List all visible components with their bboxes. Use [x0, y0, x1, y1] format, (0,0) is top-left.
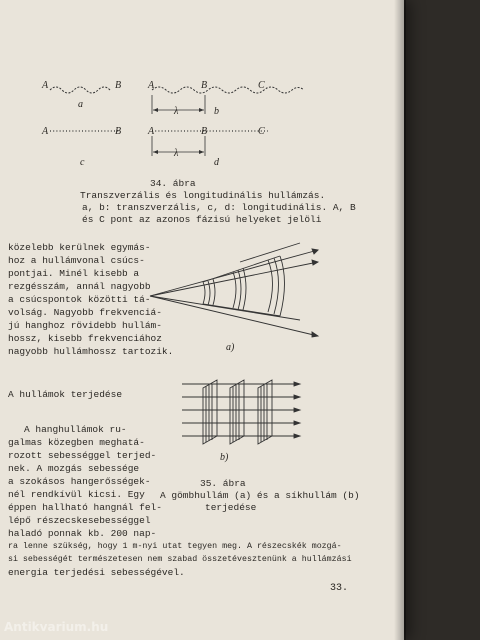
- label-b-point-3: B: [115, 126, 122, 137]
- label-lambda-d: λ: [174, 148, 179, 159]
- label-b-point: B: [115, 80, 122, 91]
- text-line: a szokásos hangerősségek-: [8, 476, 151, 487]
- figure-34-letter-labels: [41, 80, 265, 168]
- text-line: energia terjedési sebességével.: [8, 567, 185, 578]
- text-line: ra lenne szükség, hogy 1 m-nyi utat tegyen meg. A részecskék mozgá-: [8, 542, 342, 551]
- figure-34-caption-title: 34. ábra: [150, 178, 196, 189]
- label-a-point-4: A: [148, 126, 155, 137]
- label-c-point-4: C: [258, 126, 265, 137]
- figure-34-a-wave: [50, 87, 110, 93]
- text-line: a csúcspontok közötti tá-: [8, 294, 151, 305]
- figure-35-a-label: a): [226, 342, 235, 353]
- label-b-sub: b: [214, 106, 219, 117]
- label-a-point-3: A: [42, 126, 49, 137]
- text-line: galmas közegben meghatá-: [8, 437, 145, 448]
- figure-34-d-wave: [152, 131, 268, 156]
- label-b-point-4: B: [201, 126, 208, 137]
- text-line: nek. A mozgás sebessége: [8, 463, 140, 474]
- figure-35-a-spherical-wave: [150, 243, 318, 337]
- figure-35-b-plane-wave: [182, 380, 300, 444]
- text-line: A hanghullámok ru-: [24, 424, 127, 435]
- text-line: si sebességét természetesen nem szabad összetévesztenünk a hullámzási: [8, 555, 352, 564]
- label-c-sub: c: [80, 157, 85, 168]
- text-line: jú hanghoz rövidebb hullám-: [8, 320, 162, 331]
- label-a-point: A: [42, 80, 49, 91]
- page-number: 33.: [330, 583, 349, 594]
- figure-34-caption-line-3: és C pont az azonos fázisú helyeket jelöli: [82, 214, 322, 225]
- label-a-point-2: A: [148, 80, 155, 91]
- text-line: lépő részecskesebességgel: [8, 515, 151, 526]
- figure-34-caption-line-2: a, b: transzverzális, c, d: longitudinális. A, B: [82, 202, 356, 213]
- label-a-sub: a: [78, 99, 83, 110]
- figure-35-caption-line-1: A gömbhullám (a) és a síkhullám (b): [160, 490, 360, 501]
- text-line: haladó ponnak kb. 200 nap-: [8, 528, 157, 539]
- text-line: éppen hallható hangnál fel-: [8, 502, 162, 513]
- figure-35-b-label: b): [220, 452, 229, 463]
- text-line: rezgésszám, annál nagyobb: [8, 281, 151, 292]
- figure-35-caption-line-2: terjedése: [205, 502, 257, 513]
- text-line: hoz a hullámvonal csúcs-: [8, 255, 145, 266]
- text-line: rozott sebességgel terjed-: [8, 450, 157, 461]
- section-heading: A hullámok terjedése: [8, 389, 123, 400]
- label-c-point-2: C: [258, 80, 265, 91]
- text-line: nél rendkívül kicsi. Egy: [8, 489, 145, 500]
- text-line: hossz, kisebb frekvenciához: [8, 333, 162, 344]
- text-line: volság. Nagyobb frekvenciá-: [8, 307, 162, 318]
- label-d-sub: d: [214, 157, 219, 168]
- text-line: pontjai. Minél kisebb a: [8, 268, 140, 279]
- label-lambda-b: λ: [174, 106, 179, 117]
- page-edge-shadow: [394, 0, 406, 640]
- watermark: Antikvarium.hu: [4, 620, 109, 634]
- figure-35-caption-title: 35. ábra: [200, 478, 246, 489]
- figure-34-caption-line-1: Transzverzális és longitudinális hullámzás.: [80, 190, 326, 201]
- text-line: közelebb kerülnek egymás-: [8, 242, 151, 253]
- label-b-point-2: B: [201, 80, 208, 91]
- text-line: nagyobb hullámhossz tartozik.: [8, 346, 174, 357]
